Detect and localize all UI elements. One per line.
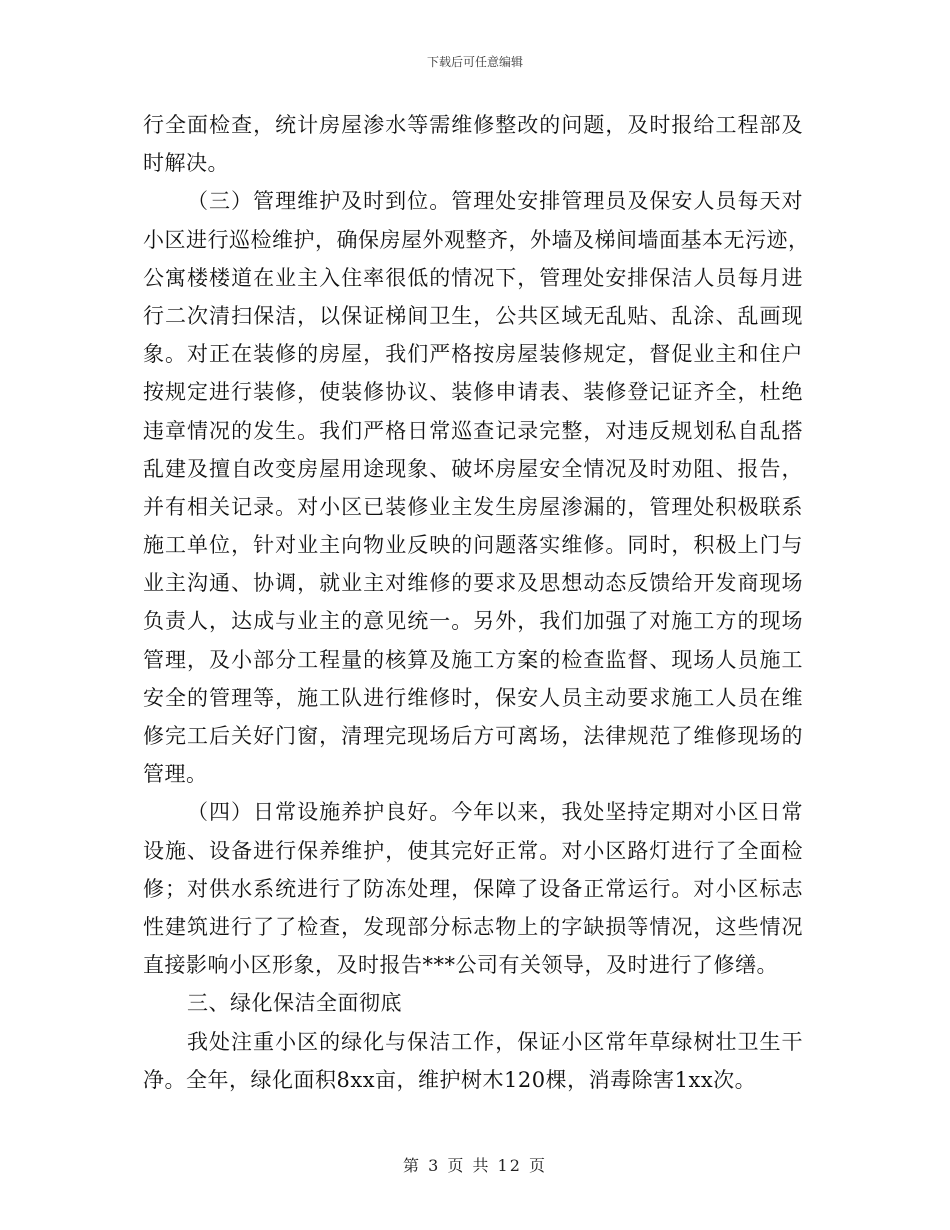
text-line: 公寓楼楼道在业主入住率很低的情况下，管理处安排保洁人员每月进 [143, 265, 803, 290]
text-line: 行二次清扫保洁，以保证梯间卫生，公共区域无乱贴、乱涂、乱画现 [143, 303, 803, 328]
text-line: 违章情况的发生。我们严格日常巡查记录完整，对违反规划私自乱搭 [143, 418, 803, 443]
text-line: 并有相关记录。对小区已装修业主发生房屋渗漏的，管理处积极联系 [143, 494, 803, 519]
text-line: 净。全年，绿化面积8xx亩，维护树木120棵，消毒除害1xx次。 [143, 1067, 757, 1092]
text-line: 负责人，达成与业主的意见统一。另外，我们加强了对施工方的现场 [143, 609, 803, 634]
text-line: 时解决。 [143, 151, 229, 176]
text-line: （三）管理维护及时到位。管理处安排管理员及保安人员每天对 [187, 189, 803, 214]
text-line: 直接影响小区形象，及时报告***公司有关领导，及时进行了修缮。 [143, 953, 778, 978]
text-line: 设施、设备进行保养维护，使其完好正常。对小区路灯进行了全面检 [143, 838, 803, 863]
text-line: 性建筑进行了了检查，发现部分标志物上的字缺损等情况，这些情况 [143, 914, 803, 939]
text-line: 管理，及小部分工程量的核算及施工方案的检查监督、现场人员施工 [143, 647, 803, 672]
text-line: 行全面检查，统计房屋渗水等需维修整改的问题，及时报给工程部及 [143, 113, 803, 137]
text-line: 管理。 [143, 762, 208, 787]
text-line: 修完工后关好门窗，清理完现场后方可离场，法律规范了维修现场的 [143, 724, 803, 748]
text-line: 乱建及擅自改变房屋用途现象、破坏房屋安全情况及时劝阻、报告， [143, 456, 803, 481]
page-number: 第 3 页 共 12 页 [403, 1156, 547, 1175]
text-line: 象。对正在装修的房屋，我们严格按房屋装修规定，督促业主和住户 [143, 342, 803, 367]
text-line: 施工单位，针对业主向物业反映的问题落实维修。同时，积极上门与 [143, 533, 803, 558]
text-line: 修；对供水系统进行了防冻处理，保障了设备正常运行。对小区标志 [143, 876, 803, 901]
document-body [143, 106, 810, 1099]
text-line: 安全的管理等，施工队进行维修时，保安人员主动要求施工人员在维 [143, 685, 803, 710]
text-line: 我处注重小区的绿化与保洁工作，保证小区常年草绿树壮卫生干 [187, 1029, 803, 1054]
text-line: 业主沟通、协调，就业主对维修的要求及思想动态反馈给开发商现场 [143, 571, 803, 596]
text-line: （四）日常设施养护良好。今年以来，我处坚持定期对小区日常 [187, 800, 803, 825]
text-line: 按规定进行装修，使装修协议、装修申请表、装修登记证齐全，杜绝 [143, 380, 803, 405]
text-line: 小区进行巡检维护，确保房屋外观整齐，外墙及梯间墙面基本无污迹， [143, 227, 810, 252]
section-heading: 三、绿化保洁全面彻底 [187, 991, 402, 1016]
page-header: 下载后可任意编辑 [426, 55, 523, 69]
